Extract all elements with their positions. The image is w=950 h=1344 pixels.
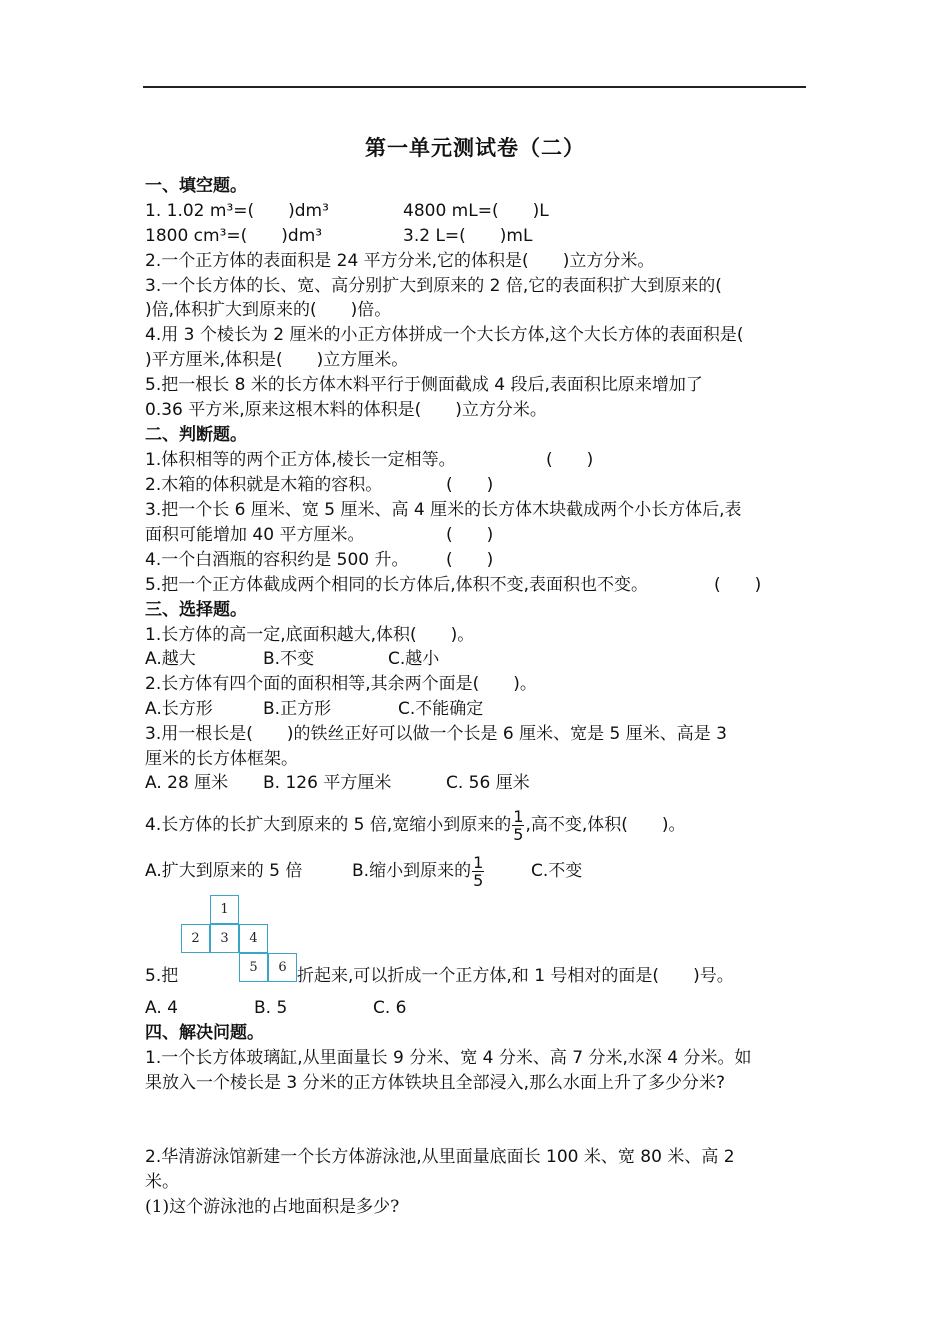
s3-q1-option-b: B.不变	[263, 649, 315, 669]
s2-q1-paren: ( )	[546, 450, 594, 470]
s3-q4-option-b-text: B.缩小到原来的	[352, 861, 472, 881]
s3-q2-option-b: B.正方形	[263, 699, 332, 719]
net-face-3: 3	[210, 924, 239, 953]
s3-q3a: 3.用一根长是( )的铁丝正好可以做一个长是 6 厘米、宽是 5 厘米、高是 3	[145, 724, 727, 744]
s2-q1: 1.体积相等的两个正方体,棱长一定相等。	[145, 450, 456, 470]
section-3-heading: 三、选择题。	[145, 600, 247, 620]
s3-q4-pre: 4.长方体的长扩大到原来的 5 倍,宽缩小到原来的	[145, 815, 512, 835]
s1-q5b: 0.36 平方米,原来这根木料的体积是( )立方分米。	[145, 400, 547, 420]
s2-q3a: 3.把一个长 6 厘米、宽 5 厘米、高 4 厘米的长方体木块截成两个小长方体后,表	[145, 500, 742, 520]
page-title: 第一单元测试卷（二）	[365, 135, 585, 160]
s2-q4: 4.一个白酒瓶的容积约是 500 升。	[145, 550, 409, 570]
s1-q3a: 3.一个长方体的长、宽、高分别扩大到原来的 2 倍,它的表面积扩大到原来的(	[145, 276, 722, 296]
s2-q2-paren: ( )	[446, 475, 494, 495]
s4-q2b: 米。	[145, 1172, 179, 1192]
s3-q5-post: 折起来,可以折成一个正方体,和 1 号相对的面是( )号。	[297, 966, 734, 986]
s1-q5a: 5.把一根长 8 米的长方体木料平行于侧面截成 4 段后,表面积比原来增加了	[145, 375, 703, 395]
section-2-heading: 二、判断题。	[145, 425, 247, 445]
s2-q5-paren: ( )	[714, 575, 762, 595]
fraction-one-fifth-option	[472, 854, 484, 889]
section-1-heading: 一、填空题。	[145, 176, 247, 196]
s4-q2a: 2.华清游泳馆新建一个长方体游泳池,从里面量底面长 100 米、宽 80 米、高 2	[145, 1147, 735, 1167]
s2-q5: 5.把一个正方体截成两个相同的长方体后,体积不变,表面积也不变。	[145, 575, 649, 595]
s2-q3b: 面积可能增加 40 平方厘米。	[145, 525, 365, 545]
s3-q3-option-a: A. 28 厘米	[145, 773, 229, 793]
s3-q2-option-a: A.长方形	[145, 699, 213, 719]
s3-q5-option-c: C. 6	[373, 998, 407, 1018]
net-face-5: 5	[239, 953, 268, 982]
s1-q1c: 1800 cm³=( )dm³	[145, 226, 323, 246]
fraction-numerator: 1	[513, 806, 524, 826]
s2-q4-paren: ( )	[446, 550, 494, 570]
net-face-4: 4	[239, 924, 268, 953]
s4-q1b: 果放入一个棱长是 3 分米的正方体铁块且全部浸入,那么水面上升了多少分米?	[145, 1073, 726, 1093]
net-face-6: 6	[268, 953, 297, 982]
s3-q3-option-c: C. 56 厘米	[446, 773, 530, 793]
s3-q2-option-c: C.不能确定	[398, 699, 484, 719]
s3-q1-option-c: C.越小	[388, 649, 440, 669]
s1-q1b: 4800 mL=( )L	[403, 201, 549, 221]
fraction-numerator: 1	[473, 852, 484, 872]
s3-q1: 1.长方体的高一定,底面积越大,体积( )。	[145, 625, 475, 645]
header-rule	[143, 86, 806, 88]
s1-q3b: )倍,体积扩大到原来的( )倍。	[145, 300, 392, 320]
s2-q2: 2.木箱的体积就是木箱的容积。	[145, 475, 383, 495]
s1-q2: 2.一个正方体的表面积是 24 平方分米,它的体积是( )立方分米。	[145, 251, 655, 271]
s3-q2: 2.长方体有四个面的面积相等,其余两个面是( )。	[145, 674, 537, 694]
s3-q3-option-b: B. 126 平方厘米	[263, 773, 392, 793]
fraction-one-fifth	[512, 808, 524, 843]
net-face-2: 2	[181, 924, 210, 953]
s3-q4-option-b	[352, 852, 485, 890]
s4-q2c: (1)这个游泳池的占地面积是多少?	[145, 1197, 400, 1217]
fraction-denominator: 5	[513, 824, 524, 844]
cube-net-figure	[181, 895, 297, 982]
s1-q1a: 1. 1.02 m³=( )dm³	[145, 201, 329, 221]
fraction-denominator: 5	[473, 870, 484, 890]
s4-q1a: 1.一个长方体玻璃缸,从里面量长 9 分米、宽 4 分米、高 7 分米,水深 4 分米。如	[145, 1048, 752, 1068]
section-4-heading: 四、解决问题。	[145, 1023, 264, 1043]
s3-q4	[145, 806, 686, 844]
s3-q4-option-c: C.不变	[531, 861, 583, 881]
net-face-1: 1	[210, 895, 239, 924]
s3-q1-option-a: A.越大	[145, 649, 196, 669]
s3-q4-post: ,高不变,体积( )。	[525, 815, 686, 835]
s3-q3b: 厘米的长方体框架。	[145, 749, 298, 769]
s3-q4-option-a: A.扩大到原来的 5 倍	[145, 861, 303, 881]
s3-q5-pre: 5.把	[145, 966, 179, 986]
s1-q4a: 4.用 3 个棱长为 2 厘米的小正方体拼成一个大长方体,这个大长方体的表面积是(	[145, 325, 744, 345]
s3-q5-option-a: A. 4	[145, 998, 178, 1018]
s2-q3-paren: ( )	[446, 525, 494, 545]
s1-q1d: 3.2 L=( )mL	[403, 226, 533, 246]
s1-q4b: )平方厘米,体积是( )立方厘米。	[145, 350, 409, 370]
s3-q5-option-b: B. 5	[254, 998, 288, 1018]
